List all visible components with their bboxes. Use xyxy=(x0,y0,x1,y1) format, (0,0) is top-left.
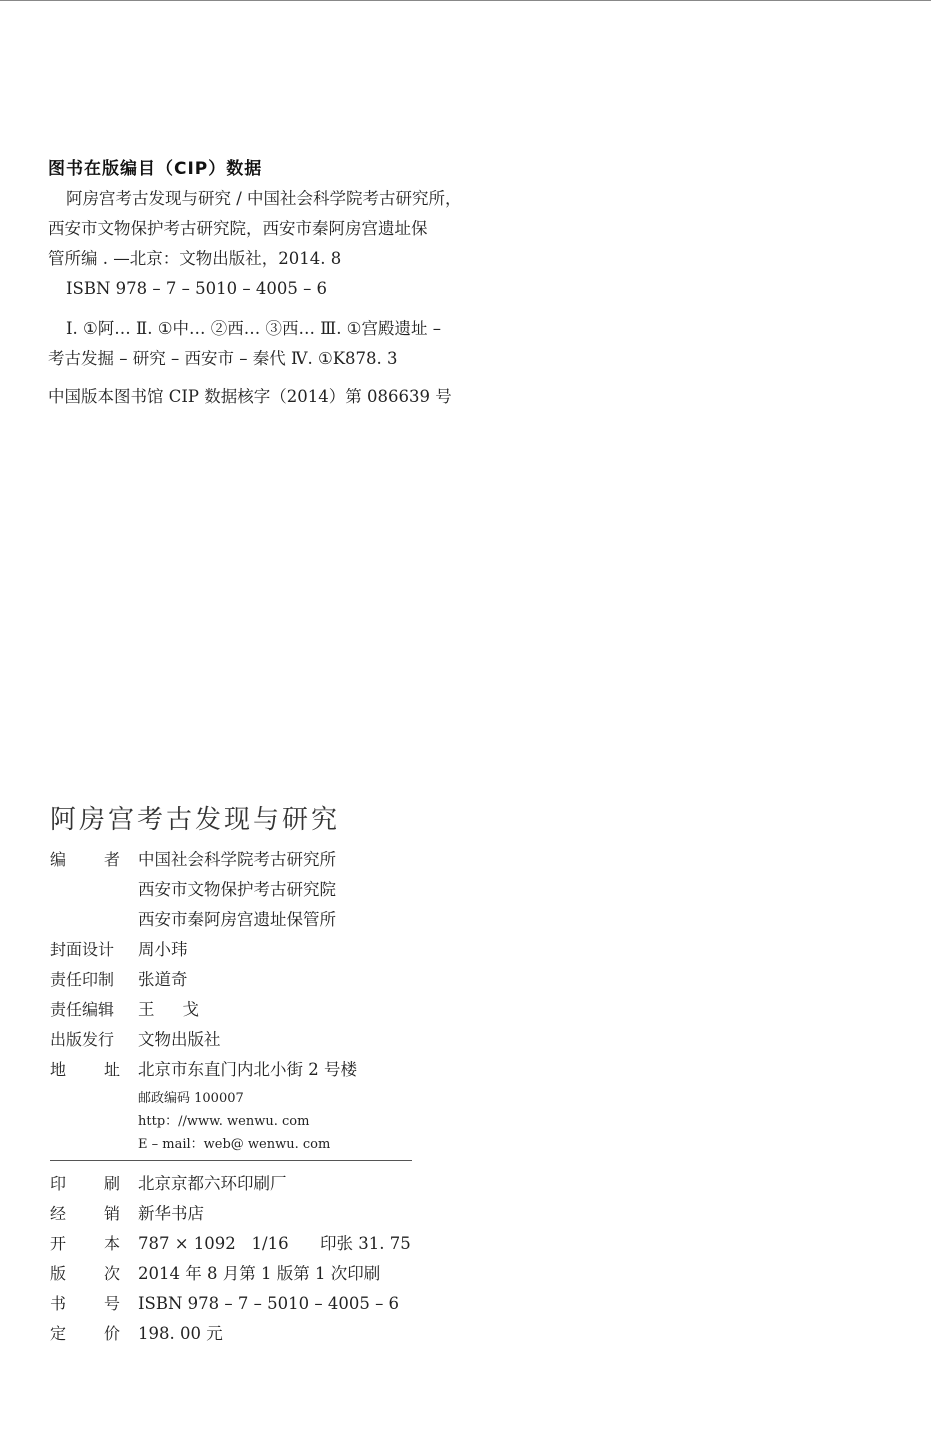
publication-info xyxy=(50,845,412,1349)
info-label: 编 者 xyxy=(50,850,120,869)
top-rule xyxy=(0,0,931,1)
info-row-address xyxy=(50,1055,412,1156)
info-row-editor xyxy=(50,845,412,935)
info-row-edition xyxy=(50,1259,412,1289)
info-label: 责任编辑 xyxy=(50,1000,115,1019)
cip-line: 西安市文物保护考古研究院，西安市秦阿房宫遗址保 xyxy=(48,219,428,238)
cip-line: 阿房宫考古发现与研究 / 中国社会科学院考古研究所， xyxy=(66,189,462,208)
info-label: 责任印制 xyxy=(50,970,115,989)
info-label: 印 刷 xyxy=(50,1174,120,1193)
info-value: 西安市秦阿房宫遗址保管所 xyxy=(138,910,336,929)
info-value: 新华书店 xyxy=(138,1204,204,1223)
info-value: 2014 年 8 月第 1 版第 1 次印刷 xyxy=(138,1264,381,1283)
info-label: 开 本 xyxy=(50,1234,120,1253)
info-value: 198. 00 元 xyxy=(138,1324,223,1343)
info-value: 王 戈 xyxy=(138,1000,199,1019)
info-row-format xyxy=(50,1229,412,1259)
cip-heading: 图书在版编目（CIP）数据 xyxy=(48,159,263,179)
info-row-editor-responsible xyxy=(50,995,412,1025)
info-value: 787 × 1092 1/16 印张 31. 75 xyxy=(138,1234,411,1253)
cip-block xyxy=(48,154,608,412)
info-label: 地 址 xyxy=(50,1060,120,1079)
info-value: 张道奇 xyxy=(138,970,188,989)
info-row-publisher xyxy=(50,1025,412,1055)
info-row-isbn xyxy=(50,1289,412,1319)
info-value: 西安市文物保护考古研究院 xyxy=(138,880,336,899)
info-label: 版 次 xyxy=(50,1264,120,1283)
info-row-printer xyxy=(50,1169,412,1199)
cip-classification-line: 考古发掘 – 研究 – 西安市 – 秦代 Ⅳ. ①K878. 3 xyxy=(48,349,398,368)
cip-line: 管所编 . —北京：文物出版社，2014. 8 xyxy=(48,249,342,268)
info-row-print-responsible xyxy=(50,965,412,995)
info-value: ISBN 978 – 7 – 5010 – 4005 – 6 xyxy=(138,1294,400,1313)
website: http：//www. wenwu. com xyxy=(138,1114,310,1129)
info-label: 封面设计 xyxy=(50,940,115,959)
cip-classification-line: Ⅰ. ①阿… Ⅱ. ①中… ②西… ③西… Ⅲ. ①宫殿遗址 – xyxy=(66,319,441,338)
info-label: 书 号 xyxy=(50,1294,120,1313)
cip-isbn-line: ISBN 978 – 7 – 5010 – 4005 – 6 xyxy=(66,279,328,298)
book-title: 阿房宫考古发现与研究 xyxy=(50,805,341,836)
info-value: 文物出版社 xyxy=(138,1030,221,1049)
info-row-price xyxy=(50,1319,412,1349)
info-label: 出版发行 xyxy=(50,1030,115,1049)
email: E – mail：web@ wenwu. com xyxy=(138,1137,331,1152)
info-label: 定 价 xyxy=(50,1324,120,1343)
postcode: 邮政编码 100007 xyxy=(138,1091,244,1106)
info-label: 经 销 xyxy=(50,1204,120,1223)
info-row-cover-design xyxy=(50,935,412,965)
divider xyxy=(50,1160,412,1161)
info-value: 中国社会科学院考古研究所 xyxy=(138,850,336,869)
cip-number: 中国版本图书馆 CIP 数据核字（2014）第 086639 号 xyxy=(48,387,452,406)
info-value: 周小玮 xyxy=(138,940,188,959)
info-value: 北京京都六环印刷厂 xyxy=(138,1174,287,1193)
info-row-distributor xyxy=(50,1199,412,1229)
info-value: 北京市东直门内北小街 2 号楼 xyxy=(138,1060,357,1079)
